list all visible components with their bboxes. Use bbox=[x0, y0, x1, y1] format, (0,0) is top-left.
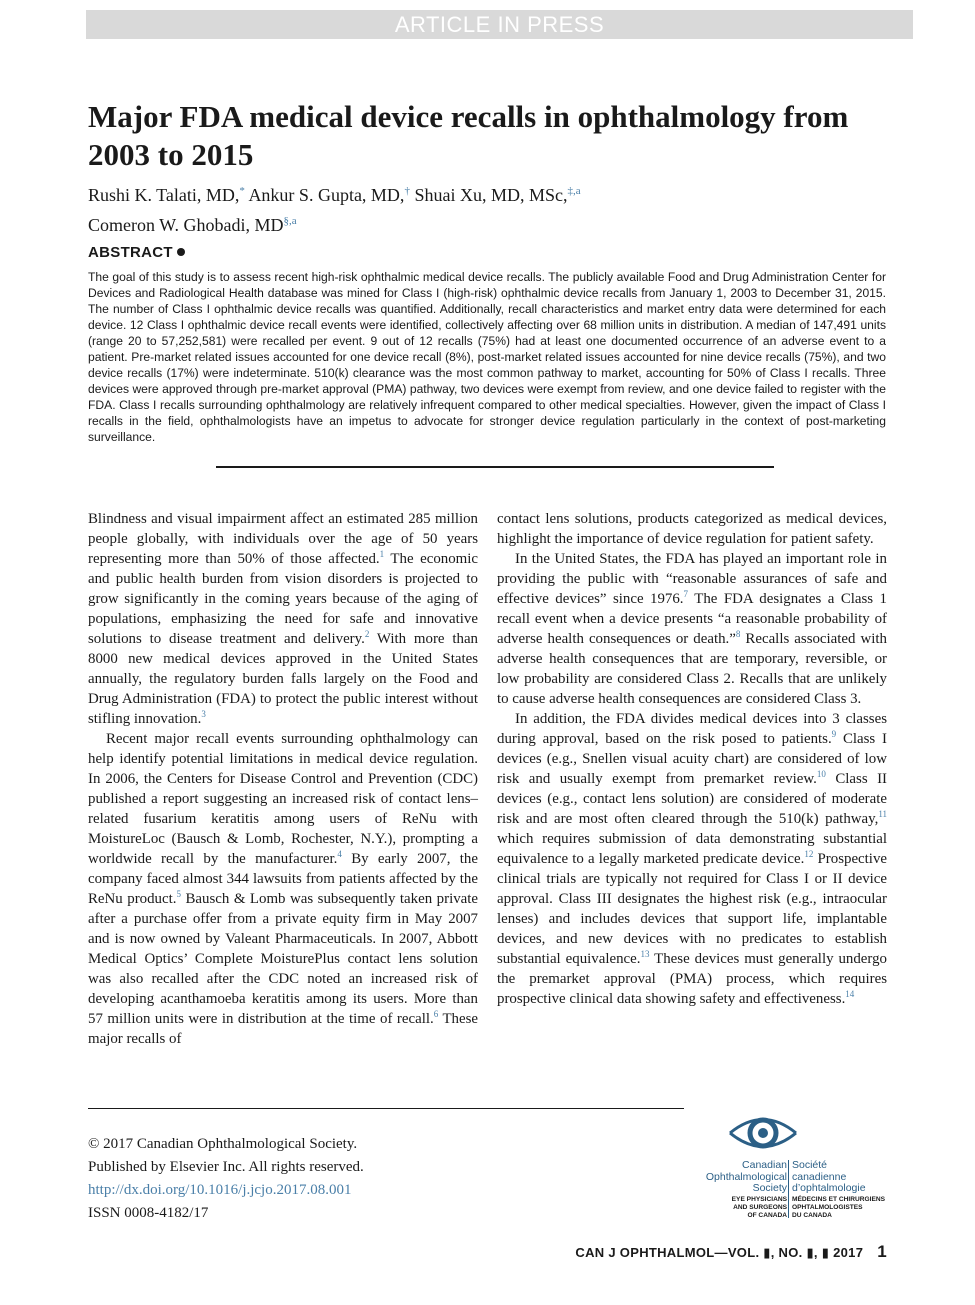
body-paragraph: Recent major recall events surrounding ophthalmology can help identify potential limitations in medical device regulation. In 2006, the Centers for Disease Control and Prevention (CDC) published a report suggesting an increased risk of contact lens–related fusarium keratitis among users of ReNu with MoistureLoc (Bausch & Lomb, Rochester, N.Y.), prompting a worldwide recall by the manufacturer.$^4$ By early 2007, the company faced almost 344 lawsuits from patients affected by the ReNu product.$^5$ Bausch & Lomb was subsequently taken private after a purchase offer from a private equity firm in May 2007 and is now owned by Valeant Pharmaceuticals. In 2007, Abbott Medical Optics’ Complete MoisturePlus contact lens solution was also recalled after the CDC noted an increased risk of developing acanthamoeba keratitis among its users. More than 57 million units were in distribution at the time of recall.$^6$ These major recalls of bbox=[88, 731, 479, 1047]
author-name: Rushi K. Talati, MD, bbox=[88, 185, 240, 205]
reference-link[interactable]: 11 bbox=[878, 809, 887, 820]
reference-link[interactable]: 5 bbox=[176, 889, 181, 900]
eye-logo-icon bbox=[728, 1112, 798, 1154]
footer-info bbox=[88, 1133, 508, 1225]
reference-link[interactable]: 2 bbox=[364, 629, 370, 640]
abstract-divider bbox=[216, 466, 774, 468]
reference-link[interactable]: 13 bbox=[640, 949, 650, 960]
body-paragraph: In the United States, the FDA has played an important role in providing the public with “reasonable assurances of safe and effective devices” since 1976.$^7$ The FDA designates a Class 1 recall event when a device presents “a reasonable probability of adverse health consequences or death.”$^8$ Recalls associated with adverse health consequences that are temporary, reversible, or low probability are considered Class 2. Recalls that are unlikely to cause adverse health consequences are considered Class 3. bbox=[497, 551, 887, 707]
abstract-heading: ABSTRACT bbox=[88, 244, 185, 261]
body-column-right bbox=[497, 509, 887, 1009]
body-paragraph: Blindness and visual impairment affect an estimated 285 million people globally, with individuals over the age of 50 years representing more than 50% of those affected.$^1$ The economic and public health burden from vision disorders is projected to grow significantly in the coming years because of the aging of populations, emphasizing the need for safe and innovative solutions to disease treatment and delivery.$^2$ With more than 8000 new medical devices approved in the United States annually, the regulatory burden falls largely on the Food and Drug Administration (FDA) to protect the public interest without stifling innovation.$^3$ bbox=[88, 511, 479, 727]
logo-french-tagline: MÉDECINS ET CHIRURGIENS OPHTALMOLOGISTES DU CANADA bbox=[792, 1196, 886, 1219]
bullet-icon bbox=[177, 248, 185, 256]
page-number: 1 bbox=[877, 1242, 887, 1261]
copyright-line: © 2017 Canadian Ophthalmological Society. bbox=[88, 1136, 358, 1152]
reference-link[interactable]: 10 bbox=[816, 769, 826, 780]
journal-footer bbox=[575, 1242, 887, 1262]
author-name: Shuai Xu, MD, MSc, bbox=[414, 185, 568, 205]
reference-link[interactable]: 8 bbox=[735, 629, 741, 640]
logo-english-name: Canadian Ophthalmological Society bbox=[705, 1159, 787, 1194]
author-list bbox=[88, 178, 898, 238]
logo-french-name: Société canadienne d’ophtalmologie bbox=[792, 1159, 866, 1194]
body-paragraph: In addition, the FDA divides medical devices into 3 classes during approval, based on the risk posed to patients.$^9$ Class I devices (e.g., Snellen visual acuity chart) are considered of low risk and usually exempt from premarket review.$^{10}$ Class II devices (e.g., contact lens solution) are considered of moderate risk and are most often cleared through the 510(k) pathway,$^{11}$ which requires submission of data demonstrating substantial equivalence to a legally marketed predicate device.$^{12}$ Prospective clinical trials are typically not required for Class I or II device approval. Class III designates the highest risk (e.g., intraocular lenses) and includes devices that support life, implantable devices, and new devices with no predicates to establish substantial equivalence.$^{13}$ These devices must generally undergo the premarket approval (PMA) process, which requires prospective clinical data showing safety and effectiveness.$^{14}$ bbox=[497, 711, 887, 1007]
body-paragraph: contact lens solutions, products categorized as medical devices, highlight the importance of device regulation for patient safety. bbox=[497, 511, 887, 547]
author-affiliation-mark[interactable]: ‡,a bbox=[567, 185, 581, 197]
article-in-press-banner: ARTICLE IN PRESS bbox=[86, 10, 913, 39]
reference-link[interactable]: 1 bbox=[379, 549, 385, 560]
reference-link[interactable]: 6 bbox=[433, 1009, 439, 1020]
publisher-line: Published by Elsevier Inc. All rights reserved. bbox=[88, 1159, 364, 1175]
author-affiliation-mark[interactable]: * bbox=[239, 185, 245, 197]
footer-divider bbox=[88, 1108, 684, 1109]
author-name: Ankur S. Gupta, MD, bbox=[248, 185, 405, 205]
author-name: Comeron W. Ghobadi, MD bbox=[88, 215, 284, 235]
journal-citation: CAN J OPHTHALMOL—VOL. ▮, NO. ▮, ▮ 2017 bbox=[575, 1245, 864, 1260]
reference-link[interactable]: 3 bbox=[201, 709, 206, 720]
reference-link[interactable]: 12 bbox=[804, 849, 814, 860]
reference-link[interactable]: 4 bbox=[337, 849, 342, 860]
body-column-left bbox=[88, 509, 478, 1049]
doi-link[interactable]: http://dx.doi.org/10.1016/j.jcjo.2017.08.001 bbox=[88, 1182, 352, 1198]
logo-english-tagline: EYE PHYSICIANS AND SURGEONS OF CANADA bbox=[731, 1196, 787, 1219]
reference-link[interactable]: 7 bbox=[683, 589, 689, 600]
society-logo bbox=[694, 1112, 894, 1224]
article-title: Major FDA medical device recalls in ophthalmology from 2003 to 2015 bbox=[88, 99, 849, 172]
logo-divider bbox=[788, 1160, 789, 1218]
reference-link[interactable]: 14 bbox=[845, 989, 855, 1000]
abstract-text: The goal of this study is to assess recent high-risk ophthalmic medical device recalls. The publicly available Food and Drug Administration Center for Devices and Radiological Health database was mined for Class I (high-risk) ophthalmic device recalls from January 1, 2003 to December 31, 2015. The number of Class I ophthalmic device recalls was quantified. Additionally, recall characteristics and market entry data were determined for each device. 12 Class I ophthalmic device recall events were identified, collectively affecting over 68 million units in distribution. A median of 147,491 units (range 20 to 57,252,581) were recalled per event. 9 out of 12 recalls (75%) had at least one documented occurrence of an adverse event to a patient. Pre-market related issues accounted for one device recall (8%), post-market related issues accounted for nine device recalls (75%), and two device recalls (17%) were indeterminate. 510(k) clearance was the most common pathway to market, accounting for 50% of Class I recalls. Three devices were approved through pre-market approval (PMA) pathway, two devices were exempt from review, and one device failed to register with the FDA. Class I recalls surrounding ophthalmology are relatively infrequent compared to other medical specialties. However, given the impact of Class I recalls in the field, ophthalmologists have an impetus to advocate for stronger device regulation particularly in the context of post-marketing surveillance. bbox=[88, 270, 886, 444]
author-affiliation-mark[interactable]: † bbox=[404, 185, 410, 197]
reference-link[interactable]: 9 bbox=[831, 729, 837, 740]
author-affiliation-mark[interactable]: §,a bbox=[283, 215, 297, 227]
issn-line: ISSN 0008-4182/17 bbox=[88, 1205, 209, 1221]
